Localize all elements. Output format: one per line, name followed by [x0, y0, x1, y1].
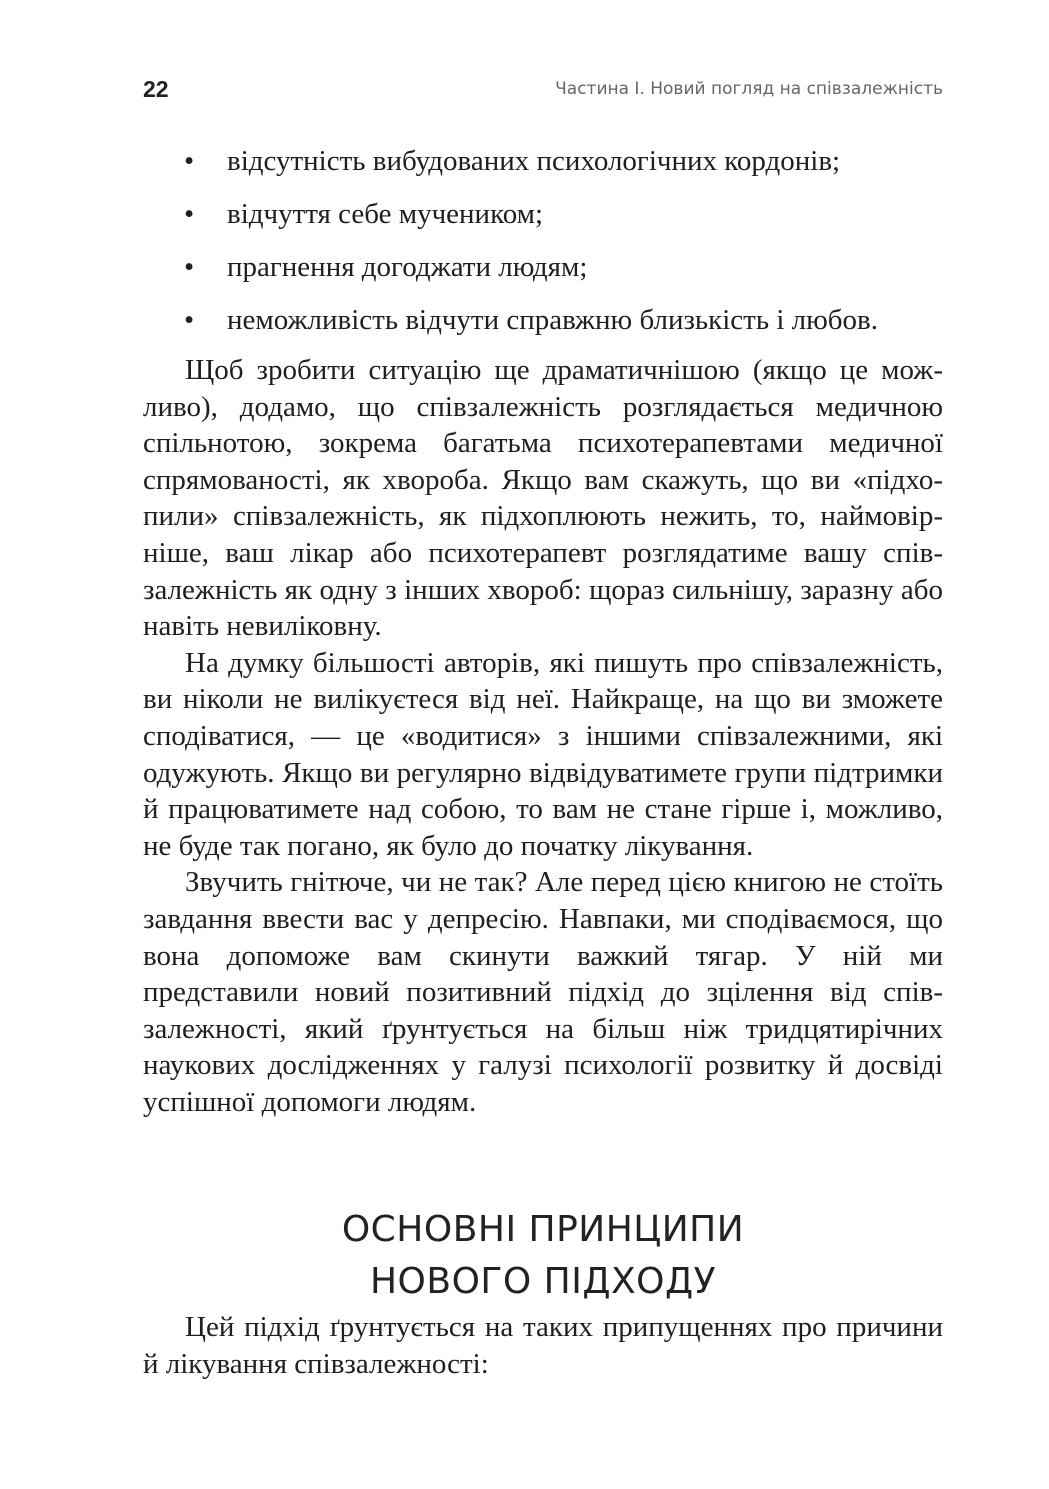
paragraph: Цей підхід ґрунтується на таких припущеннях про причини й лікування співзалежності: — [143, 1311, 943, 1380]
list-item-text: відсутність вибудованих психологічних кордонів; — [227, 145, 841, 177]
section-heading-line: НОВОГО ПІДХОДУ — [369, 1260, 717, 1302]
bullet-icon: • — [184, 251, 195, 283]
body-paragraphs — [143, 352, 943, 1120]
page-number: 22 — [143, 76, 169, 102]
running-header: Частина І. Новий погляд на співзалежність — [555, 79, 943, 99]
section-intro — [143, 1309, 943, 1382]
paragraph: Звучить гнітюче, чи не так? Але перед цією книгою не стоїть завдання ввести вас у депресію. Навпаки, ми сподіваємося, що вона допоможе вам скинути важкий тягар. У ній ми представили новий позитивний підхід до зцілення від співзалежності, який ґрунтується на більш ніж тридцятирічних наукових дослідженнях у галузі психології розвитку й досвіді успішної допомоги людям. — [143, 866, 943, 1118]
list-item — [143, 302, 943, 355]
list-item-text: неможливість відчути справжню близькість і любов. — [227, 304, 878, 336]
paragraph: На думку більшості авторів, які пишуть про співзалежність, ви ніколи не вилікуєтеся від неї. Найкраще, на що ви зможете сподіватися, — це «водитися» з іншими співзалежними, які одужують. Якщо ви регулярно відвідуватимете групи підтримки й працюватимете над собою, то вам не стане гірше і, можливо, не буде так погано, як було до початку лікування. — [143, 646, 943, 862]
list-item — [143, 196, 943, 249]
list-item-text: відчуття себе мучеником; — [227, 198, 544, 230]
paragraph: Щоб зробити ситуацію ще драматичнішою (якщо це можливо), додамо, що співзалежність розглядається медичною спільнотою, зокрема багатьма психотерапевтами медичної спрямованості, як хвороба. Якщо вам скажуть, що ви «підхопили» співзалежність, як підхоплюють нежить, то, наймовірніше, ваш лікар або психотерапевт розглядатиме вашу співзалежність як одну з інших хвороб: щораз сильнішу, заразну або навіть невиліковну. — [143, 354, 943, 643]
list-item — [143, 249, 943, 302]
bullet-icon: • — [184, 198, 195, 230]
section-heading-line: ОСНОВНІ ПРИНЦИПИ — [341, 1208, 745, 1250]
list-item-text: прагнення догоджати людям; — [227, 251, 588, 283]
bullet-icon: • — [184, 145, 195, 177]
section-heading — [143, 1204, 943, 1308]
bullet-list — [143, 143, 943, 355]
bullet-icon: • — [184, 304, 195, 336]
list-item — [143, 143, 943, 196]
